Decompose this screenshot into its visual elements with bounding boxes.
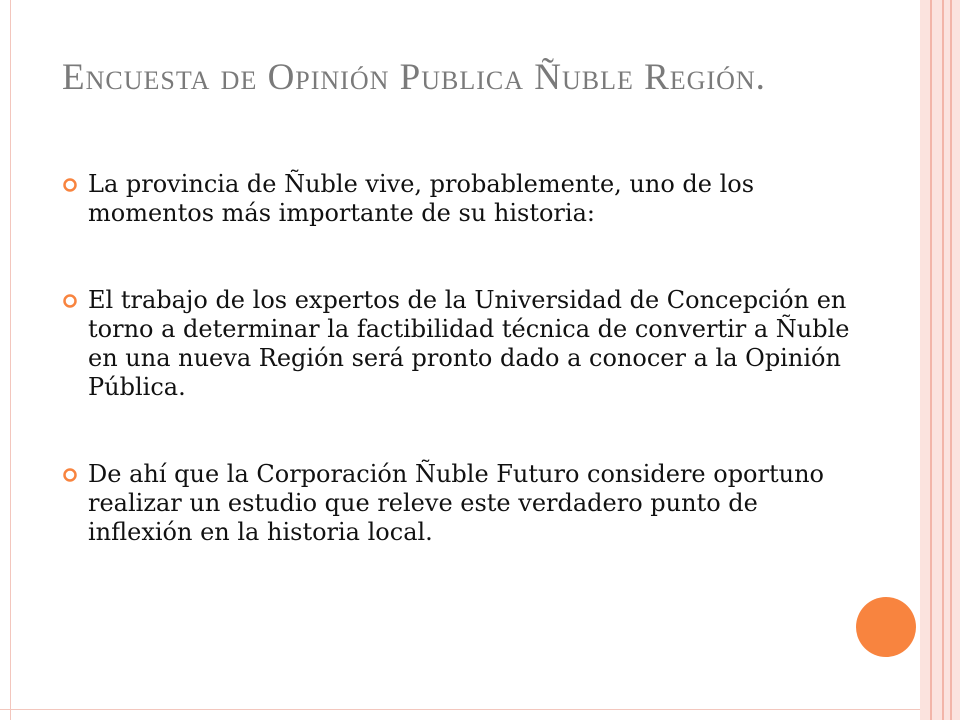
slide-title: Encuesta de Opinión Publica Ñuble Región. (62, 57, 766, 98)
bullet-circle-icon (62, 177, 78, 193)
decorative-stripe (920, 0, 930, 720)
bullet-item (62, 170, 852, 228)
bullet-text: La provincia de Ñuble vive, probablemente, uno de los momentos más importante de su historia: (88, 170, 755, 227)
bullet-circle-icon (62, 293, 78, 309)
bullet-text: El trabajo de los expertos de la Universidad de Concepción en torno a determinar la factibilidad técnica de convertir a Ñuble en una nueva Región será pronto dado a conocer a la Opinión Pública. (88, 286, 850, 401)
bullet-item (62, 286, 852, 402)
bullet-item (62, 460, 852, 547)
frame-line-left (10, 0, 11, 720)
bullet-text: De ahí que la Corporación Ñuble Futuro considere oportuno realizar un estudio que releve este verdadero punto de inflexión en la historia local. (88, 460, 824, 546)
decorative-stripe (932, 0, 942, 720)
frame-line-bottom (0, 709, 920, 710)
decorative-stripe (952, 0, 960, 720)
orange-dot-icon (856, 597, 916, 657)
bullet-circle-icon (62, 467, 78, 483)
bullet-list (62, 170, 852, 547)
